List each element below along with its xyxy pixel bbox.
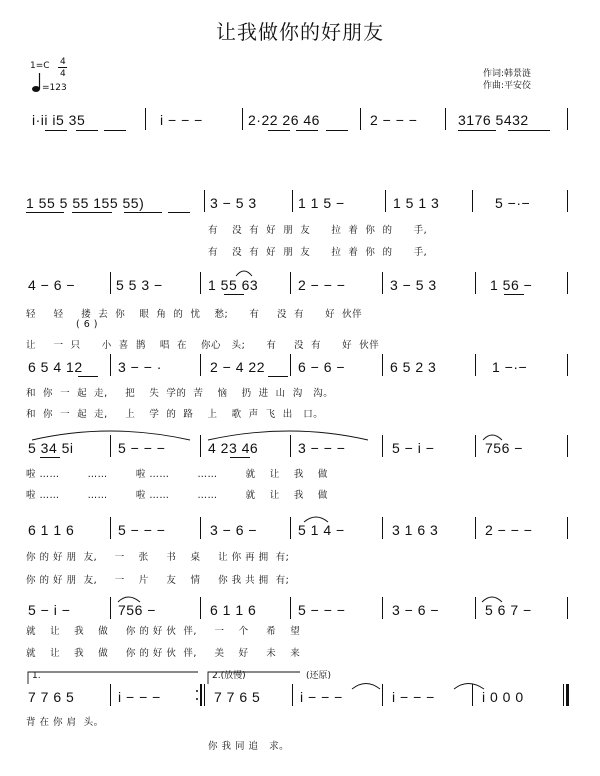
measure-17: 6 5 4 12 [28,359,83,375]
measure-34: 2 − − − [485,522,533,538]
time-signature-bottom: 4 [60,69,66,79]
measure-10: 5 −·− [495,195,531,211]
measure-36: 756 − [118,602,156,618]
lyric-verse-2: 让 一 只 小 喜 鹊 唱 在 你心 头; 有 没 有 好 伙伴 [26,340,380,351]
lyric-verse-1: 啦 …… …… 啦 …… …… 就 让 我 做 [26,469,328,480]
volta-1-label: 1. [32,671,41,681]
measure-29: 6 1 1 6 [28,522,75,538]
measure-28: 756 − [485,440,523,456]
key-signature: 1=C [30,61,50,71]
measure-37: 6 1 1 6 [210,602,257,618]
measure-22: 1 −·− [492,359,528,375]
measure-13: 1 55 63 [208,277,259,293]
measure-41: 7 7 6 5 [28,689,75,705]
lyric-verse-2: 你 我 同 追 求。 [208,741,290,752]
measure-39: 3 − 6 − [392,602,440,618]
measure-32: 5 1 4 − [298,522,345,538]
measure-20: 6 − 6 − [298,359,346,375]
lyric-verse-2: 你 的 好 朋 友, 一 片 友 情 你 我 共 拥 有; [26,575,290,586]
measure-23: 5 34 5i [28,440,74,456]
lyric-verse-2: 啦 …… …… 啦 …… …… 就 让 我 做 [26,490,328,501]
measure-26: 3 − − − [298,440,346,456]
measure-6: 1 55 5 55 155 55) [26,195,145,211]
measure-33: 3 1 6 3 [392,522,439,538]
measure-7: 3 − 5 3 [210,195,257,211]
lyric-verse-1: 轻 轻 搂 去 你 眼 角 的 忧 愁; 有 没 有 好 伙伴 [26,309,363,320]
measure-11: 4 − 6 − [28,277,76,293]
measure-3: 2·22 26 46 [248,112,320,128]
tempo-marking: =123 [42,83,67,93]
lyric-verse-2: 有 没 有 好 朋 友 拉 着 你 的 手, [208,247,428,258]
measure-40: 5 6 7 − [485,602,532,618]
lyricist-credit: 作词:韩景涟 [483,69,532,79]
measure-2: i − − − [160,112,203,128]
measure-35: 5 − i − [28,602,71,618]
measure-25: 4 23 46 [208,440,259,456]
measure-4: 2 − − − [370,112,418,128]
time-signature-top: 4 [60,57,66,67]
lyric-verse-1: 你 的 好 朋 友, 一 张 书 桌 让 你 再 拥 有; [26,552,290,563]
measure-12: 5 5 3 − [116,277,163,293]
measure-9: 1 5 1 3 [393,195,440,211]
lyric-verse-1: 有 没 有 好 朋 友 拉 着 你 的 手, [208,225,428,236]
measure-45: i − − − [392,689,435,705]
lyric-verse-1: 就 让 我 做 你 的 好 伙 伴, 一 个 希 望 [26,626,301,637]
measure-5: 3176 5432 [458,112,529,128]
lyric-verse-1: 背 在 你 肩 头。 [26,717,104,728]
score-title: 让我做你的好朋友 [216,20,384,44]
measure-43: 7 7 6 5 [214,689,261,705]
measure-38: 5 − − − [298,602,346,618]
lyric-verse-1: 和 你 一 起 走, 把 失 学的 苦 恼 扔 进 山 沟 沟。 [26,388,334,399]
variant-note-marker: ( 6 ) [76,319,98,330]
volta-2-label: 2.(放慢) [212,671,246,681]
measure-19: 2 − 4 22 [210,359,265,375]
restore-marking: (还原) [306,671,332,681]
measure-8: 1 1 5 − [298,195,345,211]
lyric-verse-2: 就 让 我 做 你 的 好 伙 伴, 美 好 未 来 [26,648,301,659]
measure-21: 6 5 2 3 [390,359,437,375]
lyric-verse-2: 和 你 一 起 走, 上 学 的 路 上 歌 声 飞 出 口。 [26,409,324,420]
measure-27: 5 − i − [392,440,435,456]
measure-46: i 0 0 0 [482,689,524,705]
measure-24: 5 − − − [118,440,166,456]
measure-31: 3 − 6 − [210,522,258,538]
measure-44: i − − − [300,689,343,705]
measure-30: 5 − − − [118,522,166,538]
measure-16: 1 56 − [490,277,533,293]
measure-15: 3 − 5 3 [390,277,437,293]
measure-1: i·ii i5 35 [32,112,86,128]
composer-credit: 作曲:平安佼 [483,81,532,91]
measure-42: i − − − [118,689,161,705]
measure-18: 3 − − · [118,359,162,375]
measure-14: 2 − − − [298,277,346,293]
